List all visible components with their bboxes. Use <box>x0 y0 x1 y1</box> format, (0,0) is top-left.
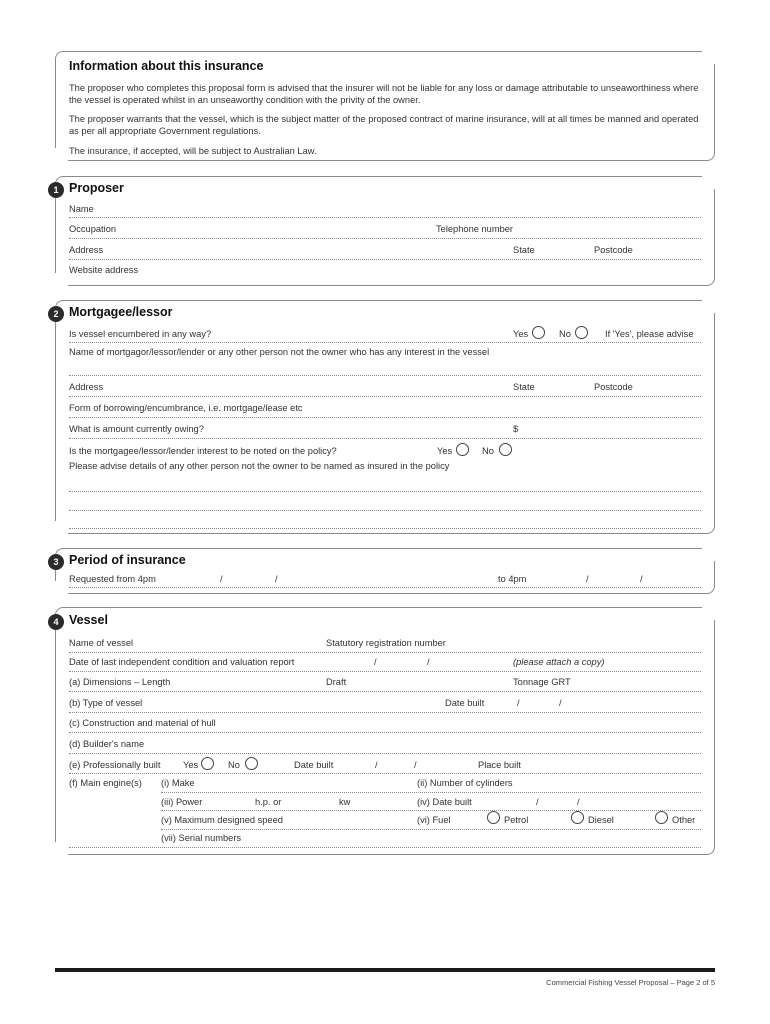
petrol-label: Petrol <box>504 815 529 825</box>
interest-field[interactable] <box>69 375 701 376</box>
dimensions-field[interactable] <box>69 691 701 692</box>
place-built-label: Place built <box>478 760 521 770</box>
diesel-label: Diesel <box>588 815 614 825</box>
hp-label: h.p. or <box>255 797 282 807</box>
make-label: (i) Make <box>161 778 195 788</box>
period-field[interactable] <box>69 587 701 588</box>
section-title: Proposer <box>69 181 124 195</box>
telephone-label: Telephone number <box>436 224 514 234</box>
info-paragraph-3: The insurance, if accepted, will be subject to Australian Law. <box>69 146 317 156</box>
fuel-other-radio[interactable] <box>655 811 668 824</box>
valuation-label: Date of last independent condition and valuation report <box>69 657 295 667</box>
tonnage-label: Tonnage GRT <box>513 677 571 687</box>
info-paragraph-2: The proposer warrants that the vessel, which is the subject matter of the proposed contract of marine insurance, will at all times be manned and operated as per all appropriate Government regulations. <box>69 114 699 136</box>
state-label: State <box>513 245 535 255</box>
yes-label: Yes <box>437 446 453 456</box>
section-number: 2 <box>48 306 64 322</box>
to-label: to 4pm <box>498 574 527 584</box>
section-title: Period of insurance <box>69 553 186 567</box>
construction-field[interactable] <box>69 732 701 733</box>
builder-label: (d) Builder's name <box>69 739 145 749</box>
noted-no-radio[interactable] <box>499 443 512 456</box>
vessel-section <box>55 607 715 855</box>
footer-rule <box>55 968 715 972</box>
encumbered-question: Is vessel encumbered in any way? <box>69 329 212 339</box>
date-separator: / <box>414 760 417 770</box>
fuel-label: (vi) Fuel <box>417 815 451 825</box>
other-label: Other <box>672 815 696 825</box>
info-paragraph-1: The proposer who completes this proposal form is advised that the insurer will not be liable for any loss or damage attributable to unseaworthiness where the vessel is operated whilst in an unseaworthy condition with the privity of the owner. <box>69 83 699 105</box>
interest-label: Name of mortgagor/lessor/lender or any other person not the owner who has any interest in the vessel <box>69 347 490 357</box>
speed-label: (v) Maximum designed speed <box>161 815 283 825</box>
address-field[interactable] <box>69 396 701 397</box>
borrowing-form-field[interactable] <box>69 417 701 418</box>
postcode-label: Postcode <box>594 245 633 255</box>
section-number: 4 <box>48 614 64 630</box>
yes-label: Yes <box>183 760 199 770</box>
date-separator: / <box>517 698 520 708</box>
no-label: No <box>482 446 494 456</box>
other-insured-field-3[interactable] <box>69 528 701 529</box>
noted-yes-radio[interactable] <box>456 443 469 456</box>
date-built-label: Date built <box>445 698 485 708</box>
vessel-type-label: (b) Type of vessel <box>69 698 143 708</box>
yes-label: Yes <box>513 329 529 339</box>
date-separator: / <box>577 797 580 807</box>
fuel-diesel-radio[interactable] <box>571 811 584 824</box>
info-section <box>55 51 715 161</box>
other-insured-field-1[interactable] <box>69 491 701 492</box>
mortgagee-section <box>55 300 715 534</box>
professionally-built-field[interactable] <box>69 773 701 774</box>
website-label: Website address <box>69 265 139 275</box>
section-number: 3 <box>48 554 64 570</box>
other-insured-field-2[interactable] <box>69 510 701 511</box>
section-title: Mortgagee/lessor <box>69 305 173 319</box>
vessel-name-field[interactable] <box>69 652 701 653</box>
attach-note: (please attach a copy) <box>513 657 605 667</box>
date-built-label: Date built <box>294 760 334 770</box>
noted-question: Is the mortgagee/lessor/lender interest to be noted on the policy? <box>69 446 337 456</box>
valuation-field[interactable] <box>69 671 701 672</box>
dollar-sign: $ <box>513 424 519 434</box>
no-label: No <box>228 760 240 770</box>
postcode-label: Postcode <box>594 382 633 392</box>
registration-label: Statutory registration number <box>326 638 446 648</box>
address-field[interactable] <box>69 259 701 260</box>
proposer-section <box>55 176 715 286</box>
name-field[interactable] <box>69 217 701 218</box>
date-separator: / <box>374 657 377 667</box>
serial-numbers-label: (vii) Serial numbers <box>161 833 242 843</box>
date-separator: / <box>427 657 430 667</box>
fuel-petrol-radio[interactable] <box>487 811 500 824</box>
draft-label: Draft <box>326 677 347 687</box>
address-label: Address <box>69 382 104 392</box>
date-separator: / <box>586 574 589 584</box>
serial-numbers-field[interactable] <box>69 847 701 848</box>
builder-field[interactable] <box>69 753 701 754</box>
date-separator: / <box>220 574 223 584</box>
power-label: (iii) Power <box>161 797 203 807</box>
make-field[interactable] <box>161 792 701 793</box>
if-yes-note: If 'Yes', please advise <box>605 329 694 339</box>
state-label: State <box>513 382 535 392</box>
amount-owing-label: What is amount currently owing? <box>69 424 204 434</box>
professionally-built-label: (e) Professionally built <box>69 760 161 770</box>
cylinders-label: (ii) Number of cylinders <box>417 778 513 788</box>
date-separator: / <box>559 698 562 708</box>
encumbered-no-radio[interactable] <box>575 326 588 339</box>
other-insured-label: Please advise details of any other person not the owner to be named as insured in the policy <box>69 461 450 471</box>
address-label: Address <box>69 245 104 255</box>
main-engines-label: (f) Main engine(s) <box>69 778 142 788</box>
kw-label: kw <box>339 797 351 807</box>
period-section <box>55 548 715 594</box>
page-footer: Commercial Fishing Vessel Proposal – Page 2 of 5 <box>546 978 715 987</box>
amount-owing-field[interactable] <box>69 438 701 439</box>
info-title: Information about this insurance <box>69 59 264 73</box>
engine-date-built-label: (iv) Date built <box>417 797 472 807</box>
encumbered-yes-radio[interactable] <box>532 326 545 339</box>
professionally-built-yes-radio[interactable] <box>201 757 214 770</box>
encumbered-field[interactable] <box>69 342 701 343</box>
section-number: 1 <box>48 182 64 198</box>
date-separator: / <box>375 760 378 770</box>
borrowing-form-label: Form of borrowing/encumbrance, i.e. mortgage/lease etc <box>69 403 303 413</box>
dimensions-label: (a) Dimensions – Length <box>69 677 171 687</box>
professionally-built-no-radio[interactable] <box>245 757 258 770</box>
vessel-type-field[interactable] <box>69 712 701 713</box>
vessel-name-label: Name of vessel <box>69 638 134 648</box>
occupation-label: Occupation <box>69 224 117 234</box>
occupation-telephone-field[interactable] <box>69 238 701 239</box>
date-separator: / <box>640 574 643 584</box>
speed-field[interactable] <box>161 829 701 830</box>
date-separator: / <box>536 797 539 807</box>
date-separator: / <box>275 574 278 584</box>
no-label: No <box>559 329 571 339</box>
power-field[interactable] <box>161 810 701 811</box>
from-label: Requested from 4pm <box>69 574 156 584</box>
construction-label: (c) Construction and material of hull <box>69 718 216 728</box>
section-title: Vessel <box>69 613 108 627</box>
name-label: Name <box>69 204 94 214</box>
